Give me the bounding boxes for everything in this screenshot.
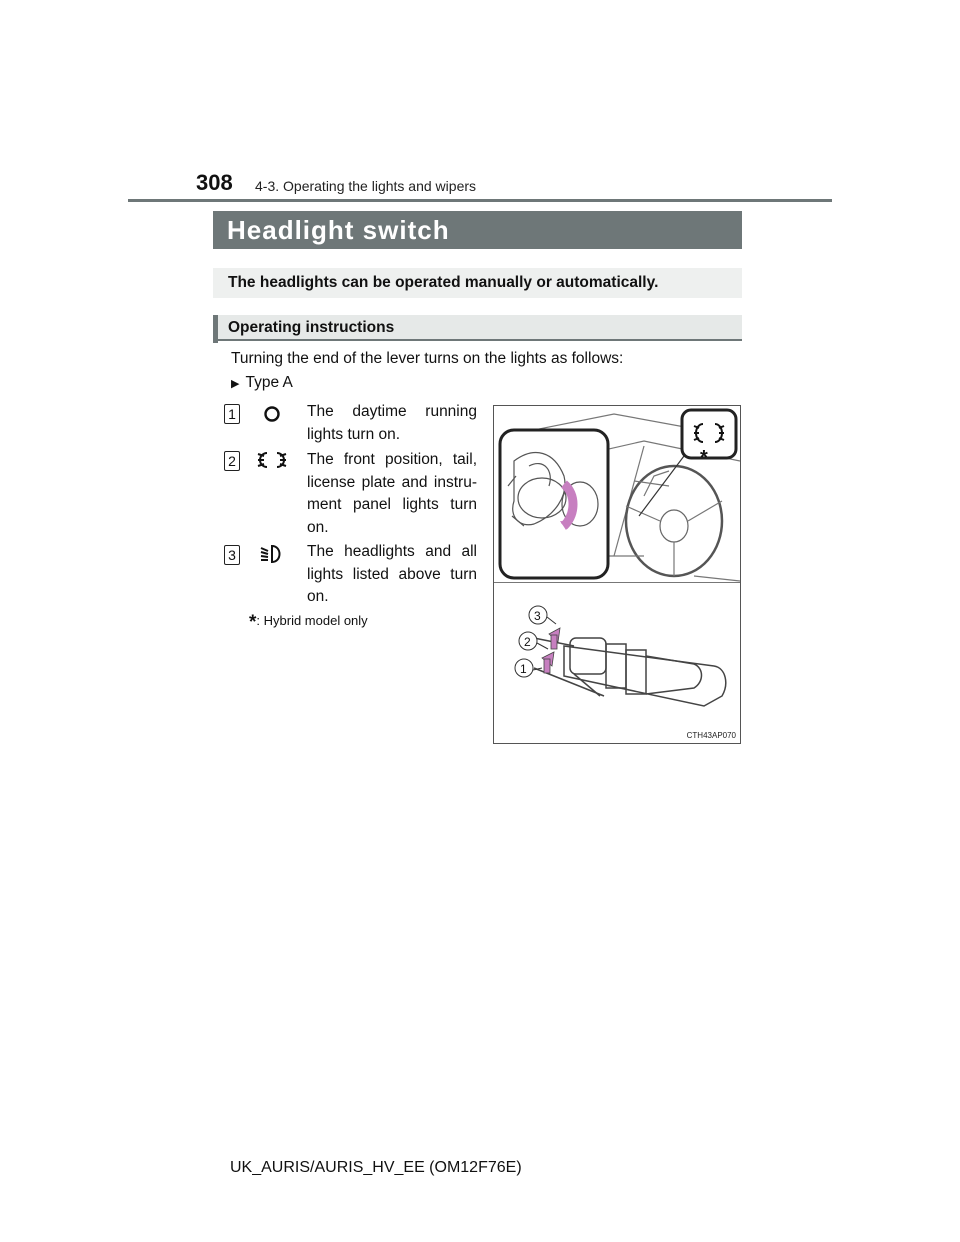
type-label: ▶ Type A	[231, 374, 293, 391]
footer-model-code: UK_AURIS/AURIS_HV_EE (OM12F76E)	[230, 1159, 522, 1176]
triangle-bullet-icon: ▶	[231, 378, 240, 390]
item-number-3: 3	[224, 545, 240, 565]
svg-text:*: *	[700, 447, 708, 469]
lever-illustration	[494, 406, 741, 744]
header-divider	[128, 199, 832, 202]
position-lights-icon	[256, 448, 288, 472]
svg-text:3: 3	[534, 609, 541, 623]
svg-text:2: 2	[524, 635, 531, 649]
item-text-3: The headlights and all lights listed above turn on.	[307, 543, 477, 605]
item-number-2: 2	[224, 451, 240, 471]
item-text-2: The front position, tail, license plate and instru- ment panel lights turn on.	[307, 451, 477, 536]
item-text-1: The daytime running lights turn on.	[307, 403, 477, 443]
daytime-running-lights-icon	[256, 402, 288, 426]
illustration-figure	[493, 405, 741, 744]
intro-summary: The headlights can be operated manually or automatically.	[213, 268, 742, 298]
page-number: 308	[196, 170, 233, 195]
footnote: *: Hybrid model only	[249, 612, 368, 633]
item-number-1: 1	[224, 404, 240, 424]
headlights-icon	[256, 542, 288, 566]
sub-heading: Operating instructions	[213, 315, 742, 341]
svg-text:1: 1	[520, 662, 527, 676]
body-paragraph: Turning the end of the lever turns on the lights as follows:	[231, 350, 624, 367]
page-title: Headlight switch	[213, 211, 742, 249]
figure-code: CTH43AP070	[686, 731, 736, 740]
section-title: 4-3. Operating the lights and wipers	[255, 178, 477, 194]
